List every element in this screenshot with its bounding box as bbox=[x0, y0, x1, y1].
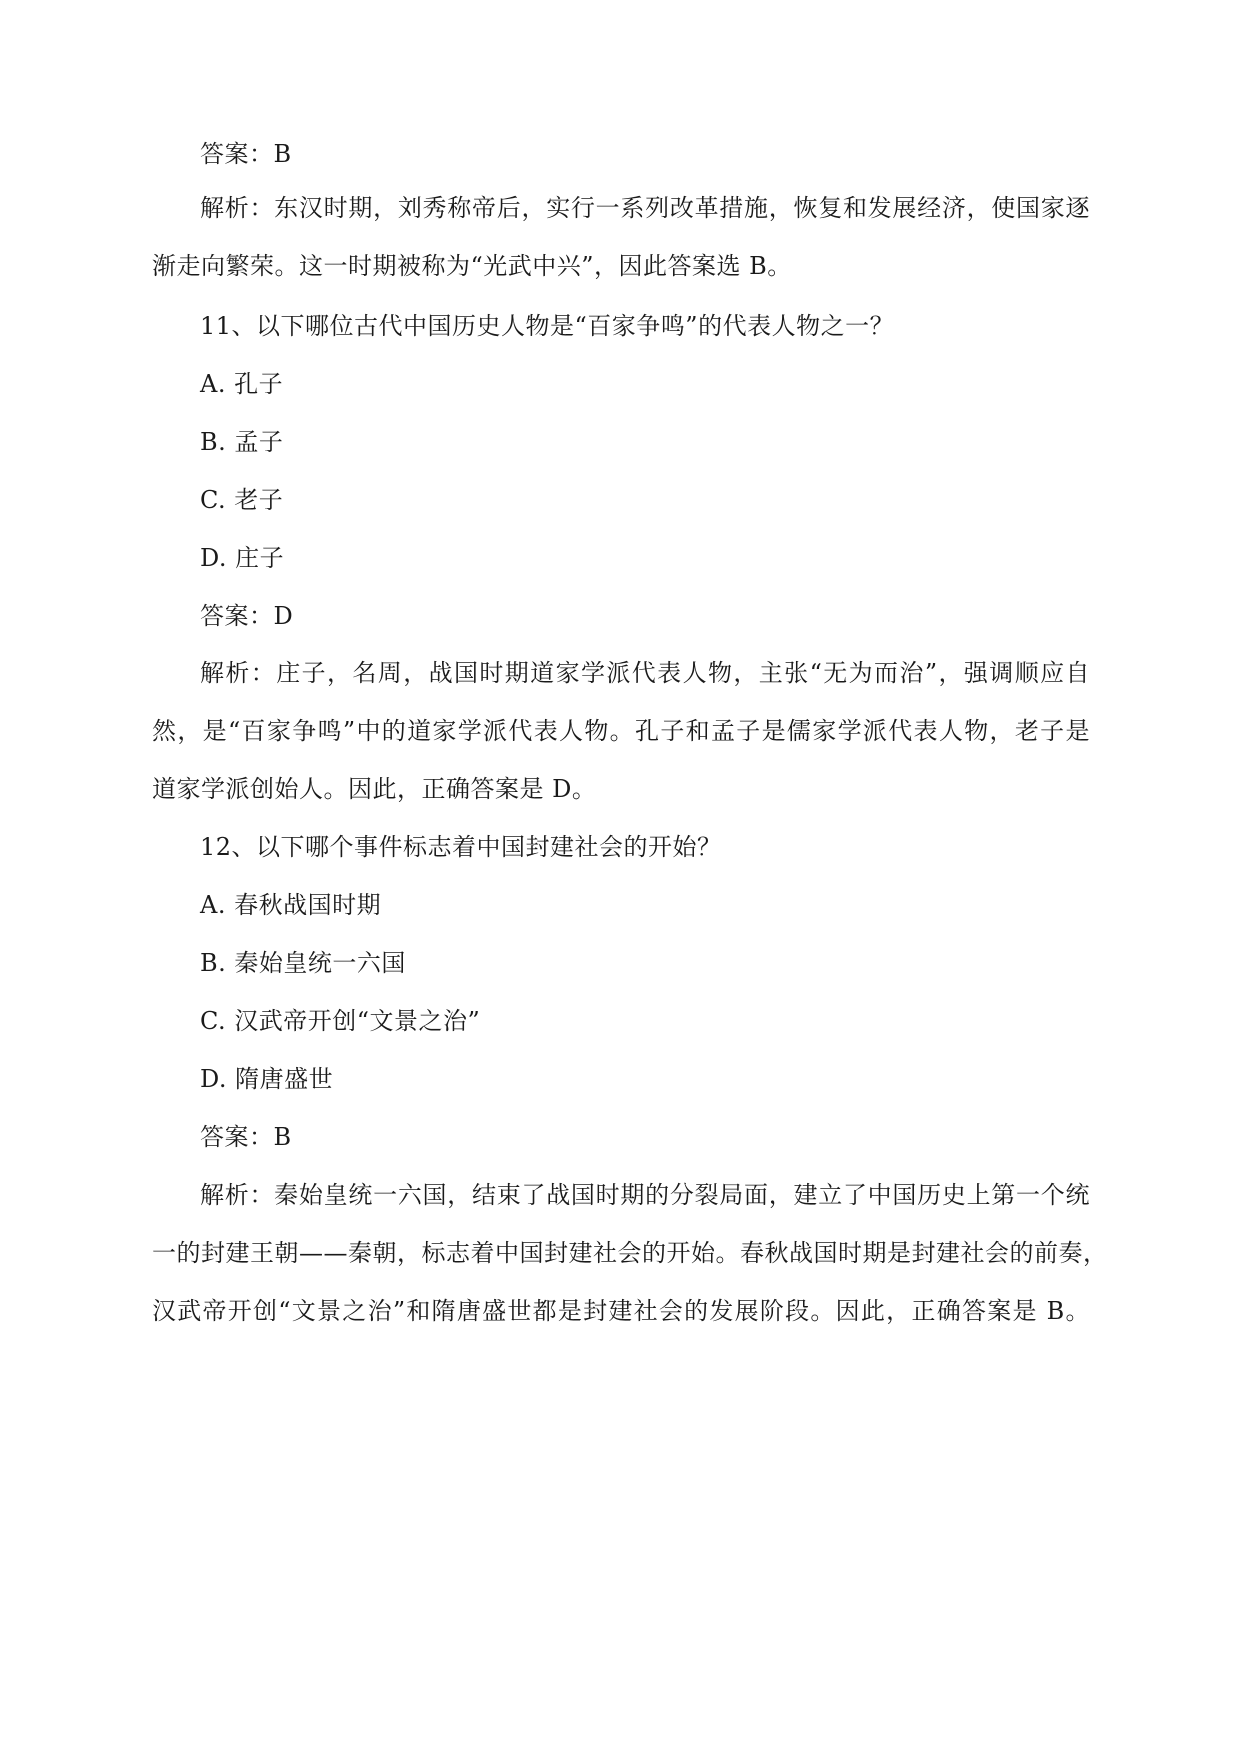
q12-answer: 答案：B bbox=[200, 1123, 292, 1151]
q12-analysis-line-3: 汉武帝开创“文景之治”和隋唐盛世都是封建社会的发展阶段。因此，正确答案是 B。 bbox=[152, 1297, 1090, 1325]
q11-question: 11、以下哪位古代中国历史人物是“百家争鸣”的代表人物之一？ bbox=[200, 312, 895, 340]
q11-analysis-line-3: 道家学派创始人。因此，正确答案是 D。 bbox=[152, 775, 597, 803]
q12-question: 12、以下哪个事件标志着中国封建社会的开始？ bbox=[200, 833, 722, 861]
q12-option-d: D. 隋唐盛世 bbox=[200, 1065, 334, 1093]
q11-answer: 答案：D bbox=[200, 602, 294, 630]
q11-option-b: B. 孟子 bbox=[200, 428, 284, 456]
q12-option-b: B. 秦始皇统一六国 bbox=[200, 949, 406, 977]
q11-analysis-line-1: 解析：庄子，名周，战国时期道家学派代表人物，主张“无为而治”，强调顺应自 bbox=[200, 659, 1090, 687]
q10-analysis-line-2: 渐走向繁荣。这一时期被称为“光武中兴”，因此答案选 B。 bbox=[152, 252, 792, 280]
q11-analysis-line-2: 然，是“百家争鸣”中的道家学派代表人物。孔子和孟子是儒家学派代表人物，老子是 bbox=[152, 717, 1090, 745]
q12-analysis-line-2: 一的封建王朝——秦朝，标志着中国封建社会的开始。春秋战国时期是封建社会的前奏， bbox=[152, 1239, 1108, 1267]
q11-option-a: A. 孔子 bbox=[200, 370, 284, 398]
q10-analysis-line-1: 解析：东汉时期，刘秀称帝后，实行一系列改革措施，恢复和发展经济，使国家逐 bbox=[200, 194, 1090, 222]
q12-analysis-line-1: 解析：秦始皇统一六国，结束了战国时期的分裂局面，建立了中国历史上第一个统 bbox=[200, 1181, 1090, 1209]
q12-option-c: C. 汉武帝开创“文景之治” bbox=[200, 1007, 481, 1035]
q10-answer: 答案：B bbox=[200, 140, 292, 168]
q11-option-c: C. 老子 bbox=[200, 486, 284, 514]
q12-option-a: A. 春秋战国时期 bbox=[200, 891, 382, 919]
q11-option-d: D. 庄子 bbox=[200, 544, 285, 572]
